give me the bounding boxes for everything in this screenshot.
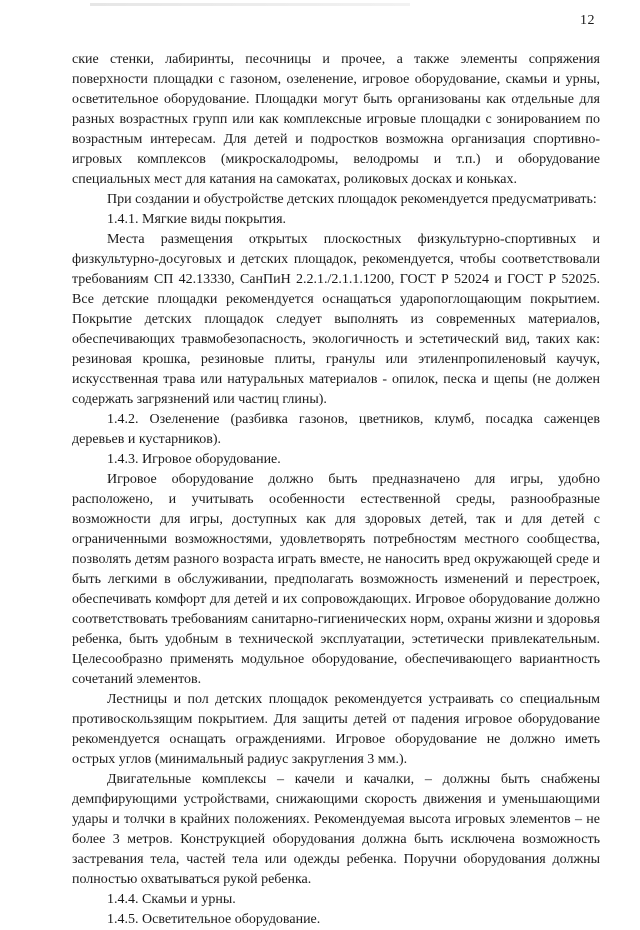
- paragraph-1: ские стенки, лабиринты, песочницы и прочее, а также элементы сопряжения поверхности площадки с газоном, озеленение, игровое оборудование, скамьи и урны, осветительное оборудование. Площадки могут быть организованы как отдельные для разных возрастных групп или как комплексные игровые площадки с зонированием по возрастным интересам. Для детей и подростков возможна организация спортивно-игровых комплексов (микроскалодромы, велодромы и т.п.) и оборудование специальных мест для катания на самокатах, роликовых досках и коньках.: [72, 52, 600, 187]
- section-heading-1-4-5: 1.4.5. Осветительное оборудование.: [107, 912, 321, 927]
- body-text: [72, 50, 600, 930]
- paragraph-2: При создании и обустройстве детских площадок рекомендуется предусматривать:: [107, 192, 597, 207]
- section-heading-1-4-3: 1.4.3. Игровое оборудование.: [107, 452, 281, 467]
- paragraph-5: Лестницы и пол детских площадок рекомендуется устраивать со специальным противоскользящим покрытием. Для защиты детей от падения игровое оборудование рекомендуется оснащать ограждениями. Игровое оборудование не должно иметь острых углов (минимальный радиус закругления 3 мм.).: [72, 692, 600, 767]
- section-heading-1-4-1: 1.4.1. Мягкие виды покрытия.: [107, 212, 287, 227]
- paragraph-3: Места размещения открытых плоскостных физкультурно-спортивных и физкультурно-досуговых и детских площадок, рекомендуется, чтобы соответствовали требованиям СП 42.13330, СанПиН 2.2.1./2.1.1.1200, ГОСТ Р 52024 и ГОСТ Р 52025. Все детские площадки рекомендуется оснащаться ударопоглощающим покрытием. Покрытие детских площадок следует выполнять из современных материалов, обеспечивающих травмобезопасность, экологичность и эстетический вид, таких как: резиновая крошка, резиновые плиты, гранулы или этиленпропиленовый каучук, искусственная трава или натуральных материалов - опилок, песка и щепы (не должен содержать загрязнений или частиц глины).: [72, 232, 600, 407]
- section-heading-1-4-2: 1.4.2. Озеленение (разбивка газонов, цветников, клумб, посадка саженцев деревьев и кустарников).: [72, 412, 600, 447]
- paragraph-4: Игровое оборудование должно быть предназначено для игры, удобно расположено, и учитывать особенности естественной среды, разнообразные возможности для игры, доступных как для здоровых детей, так и для детей с ограниченными возможностями, удовлетворять потребностям местного сообщества, позволять детям разного возраста играть вместе, не наносить вред окружающей среде и быть легкими в обслуживании, предполагать возможность изменений и перестроек, обеспечивать комфорт для детей и их сопровождающих. Игровое оборудование должно соответствовать требованиям санитарно-гигиенических норм, охраны жизни и здоровья ребенка, быть удобным в технической эксплуатации, эстетически привлекательным. Целесообразно применять модульное оборудование, обеспечивающего вариантность сочетаний элементов.: [72, 472, 600, 687]
- paragraph-6: Двигательные комплексы – качели и качалки, – должны быть снабжены демпфирующими устройствами, снижающими скорость движения и уменьшающими удары и толчки в крайних положениях. Рекомендуемая высота игровых элементов – не более 3 метров. Конструкцией оборудования должна быть исключена возможность застревания тела, частей тела или одежды ребенка. Поручни оборудования должны полностью охватываться рукой ребенка.: [72, 772, 600, 887]
- page-number: 12: [580, 13, 595, 28]
- faint-header-line: [90, 3, 410, 6]
- section-heading-1-4-4: 1.4.4. Скамьи и урны.: [107, 892, 236, 907]
